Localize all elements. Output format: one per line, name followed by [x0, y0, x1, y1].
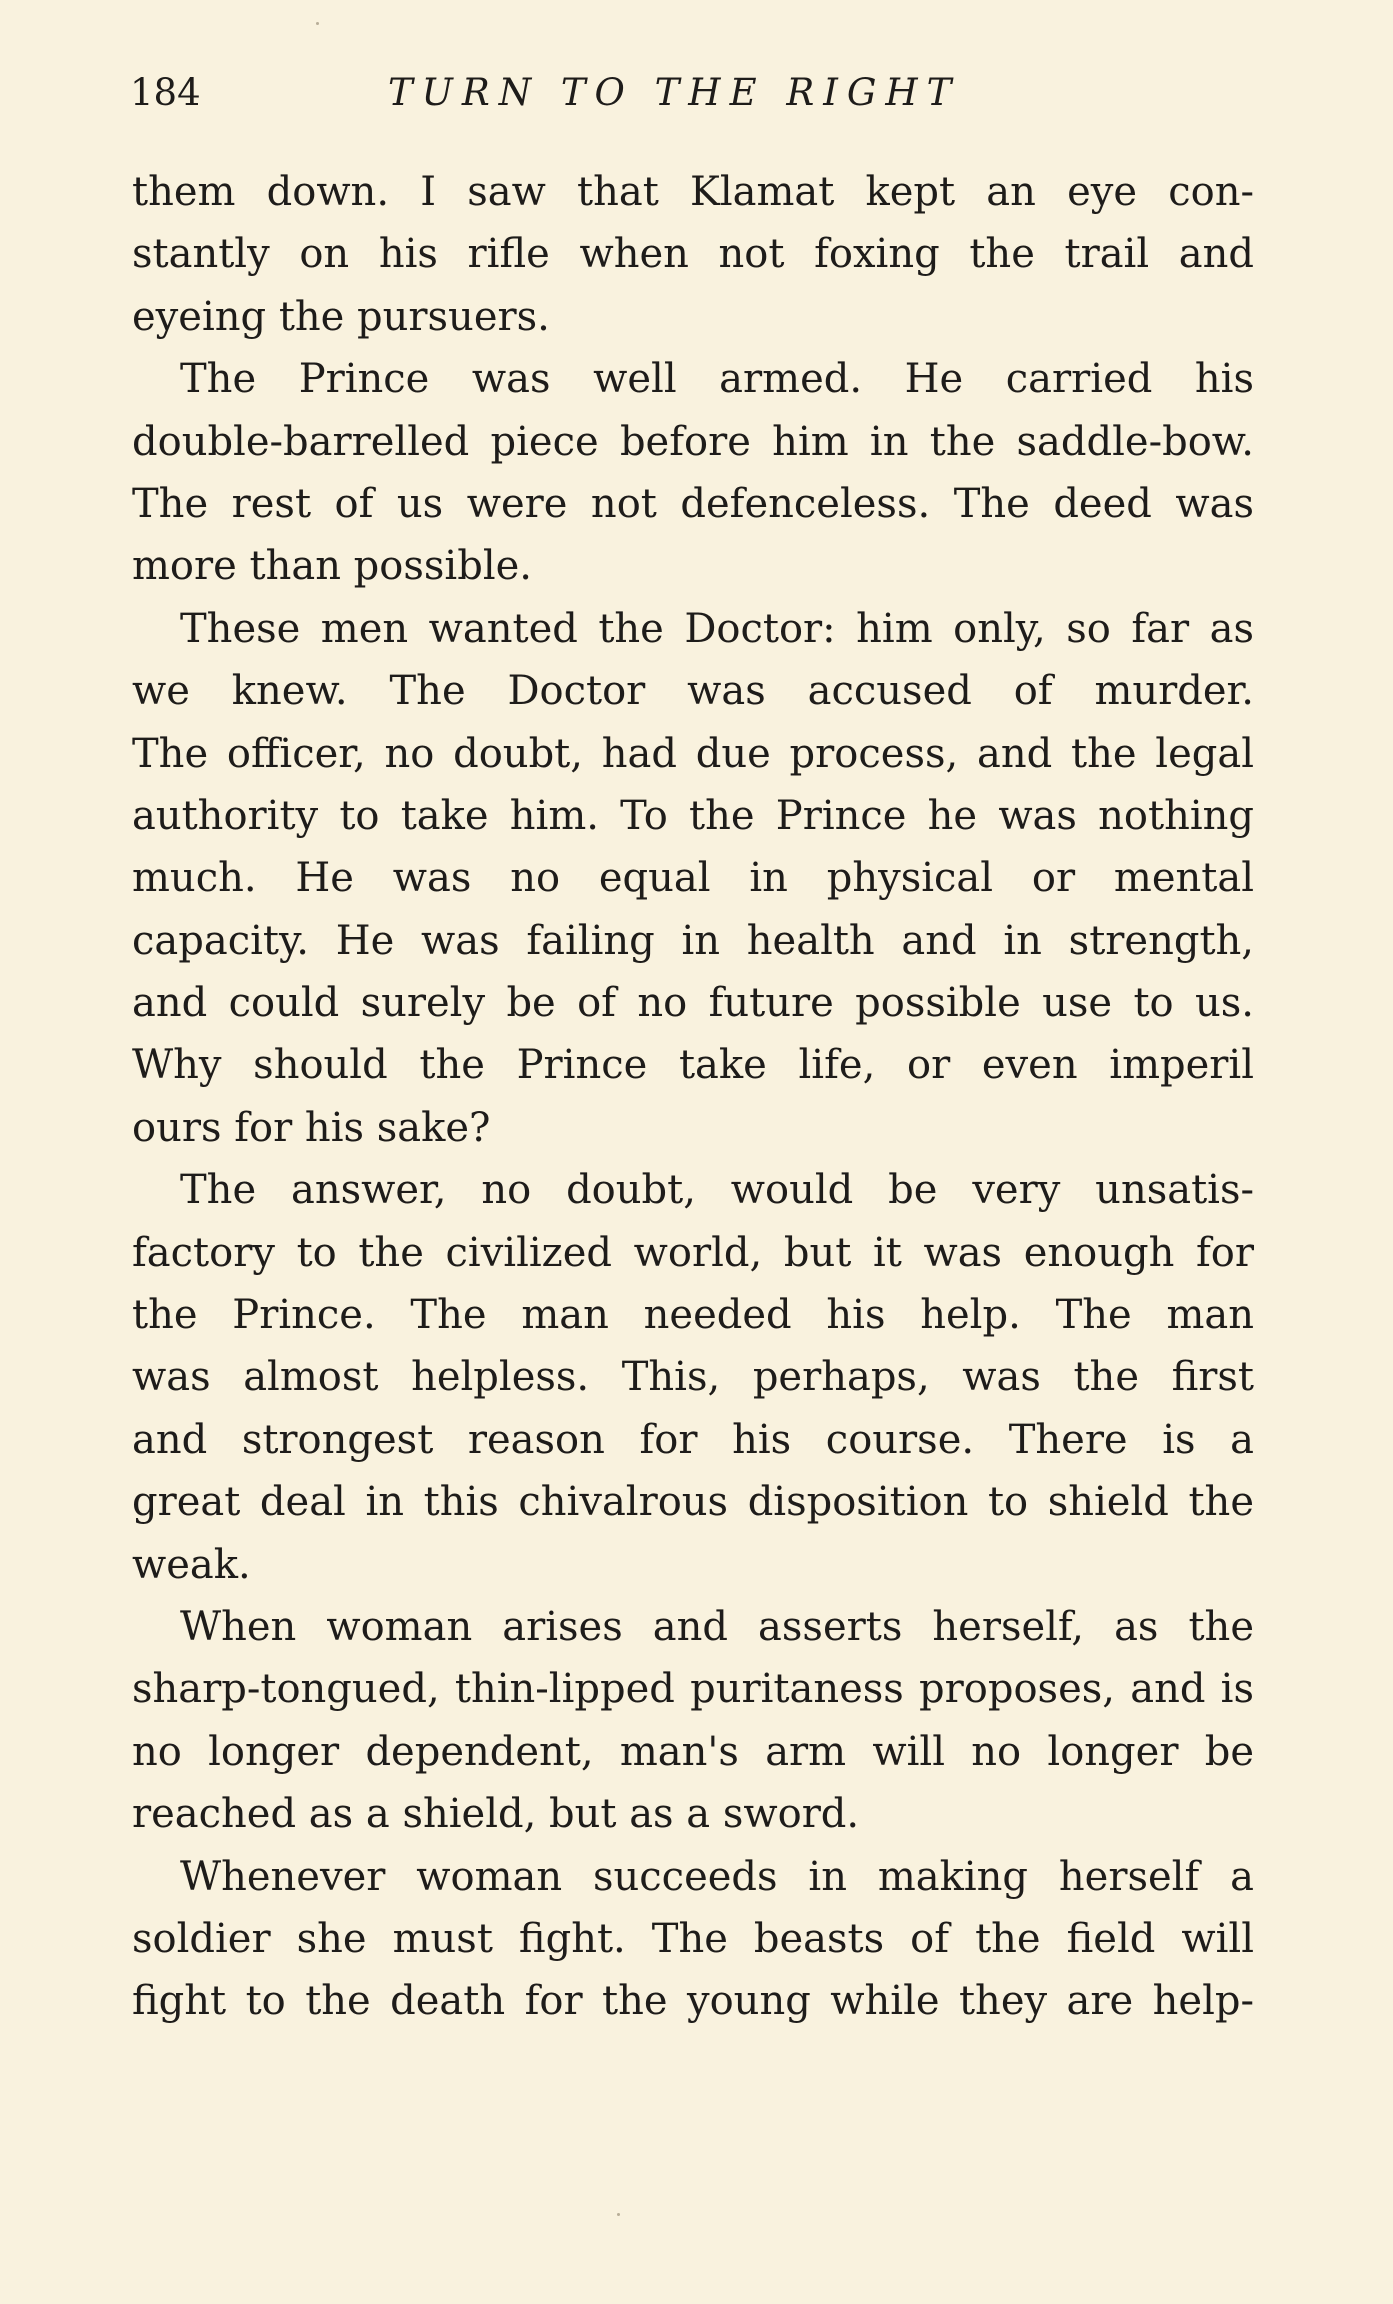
text-line: Why should the Prince take life, or even imperil — [132, 1042, 1254, 1089]
text-line: double-barrelled piece before him in the saddle-bow. — [132, 418, 1254, 465]
text-line: was almost helpless. This, perhaps, was the first — [132, 1354, 1254, 1401]
text-line: soldier she must fight. The beasts of the field will — [132, 1915, 1254, 1962]
text-line: them down. I saw that Klamat kept an eye con- — [132, 169, 1254, 215]
text-line: These men wanted the Doctor: him only, so far as — [180, 605, 1254, 652]
text-line: no longer dependent, man's arm will no longer be — [132, 1728, 1254, 1775]
text-line: authority to take him. To the Prince he was nothing — [132, 792, 1254, 839]
running-title: TURN TO THE RIGHT — [388, 71, 961, 114]
text-line: sharp-tongued, thin-lipped puritaness proposes, and is — [132, 1666, 1254, 1713]
text-line: and could surely be of no future possible use to us. — [132, 980, 1254, 1027]
text-line: much. He was no equal in physical or mental — [132, 855, 1254, 902]
text-line: ours for his sake? — [132, 1104, 491, 1151]
text-line: Whenever woman succeeds in making herself a — [180, 1853, 1254, 1900]
text-line: more than possible. — [132, 543, 532, 590]
text-line: When woman arises and asserts herself, as the — [180, 1603, 1254, 1650]
text-line: stantly on his rifle when not foxing the trail and — [132, 231, 1254, 278]
text-line: The answer, no doubt, would be very unsatis- — [180, 1167, 1254, 1214]
text-line: fight to the death for the young while they are help- — [132, 1978, 1254, 2025]
body-text — [132, 161, 1254, 2033]
paper-speck — [617, 2213, 620, 2216]
page-number: 184 — [130, 71, 201, 114]
text-line: eyeing the pursuers. — [132, 293, 550, 340]
text-line: The officer, no doubt, had due process, and the legal — [132, 730, 1254, 777]
text-line: factory to the civilized world, but it was enough for — [132, 1229, 1254, 1276]
text-line: weak. — [132, 1541, 251, 1588]
text-line: we knew. The Doctor was accused of murder. — [132, 668, 1254, 715]
page-header — [130, 68, 1250, 118]
text-line: great deal in this chivalrous disposition to shield the — [132, 1479, 1254, 1526]
text-line: The Prince was well armed. He carried his — [180, 356, 1254, 403]
paper-speck — [316, 22, 319, 25]
text-line: the Prince. The man needed his help. The man — [132, 1292, 1254, 1339]
text-line: reached as a shield, but as a sword. — [132, 1791, 860, 1838]
text-line: and strongest reason for his course. There is a — [132, 1416, 1254, 1463]
text-line: capacity. He was failing in health and in strength, — [132, 917, 1254, 964]
text-line: The rest of us were not defenceless. The deed was — [132, 480, 1254, 527]
